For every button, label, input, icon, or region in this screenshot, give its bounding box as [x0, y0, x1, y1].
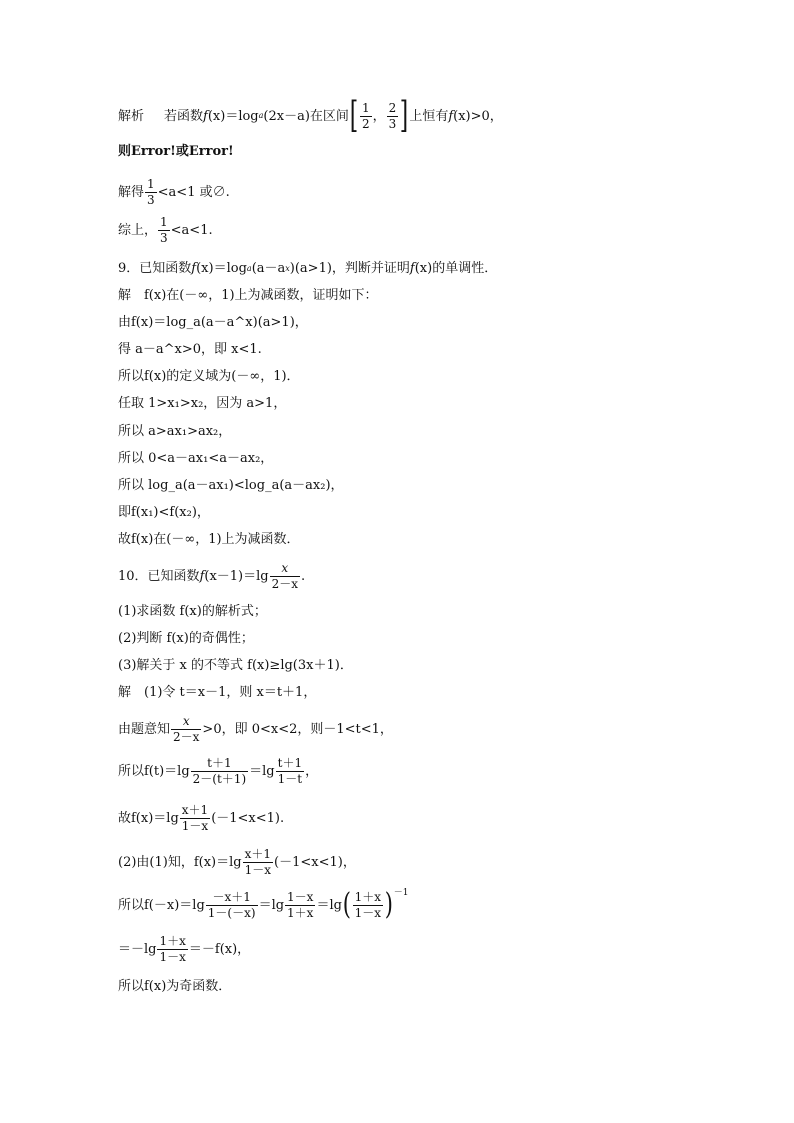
text: <a<1 或∅. [157, 184, 230, 200]
question-10-part: (3)解关于 x 的不等式 f(x)≥lg(3x＋1)． [118, 658, 353, 673]
denominator: 1－x [159, 949, 186, 964]
numerator: 2 [388, 101, 397, 116]
text: ， [372, 108, 386, 124]
text: ＝lg [258, 897, 285, 913]
text: (2)由(1)知，f(x)＝lg [118, 854, 242, 870]
func-symbol: f [409, 261, 415, 276]
text: >0，即 0<x<2，则－1<t<1， [202, 721, 393, 737]
question-number: 10． [118, 568, 148, 584]
text: )(a>1)，判断并证明 [289, 261, 410, 276]
solution-10-line [118, 757, 318, 785]
numerator: x＋1 [181, 803, 209, 817]
numerator: －x＋1 [212, 890, 251, 904]
text: ＝－f(x)， [188, 941, 251, 957]
solution-10-line [118, 935, 250, 963]
numerator: 1＋x [354, 890, 382, 904]
solution-9-line: 所以f(x)的定义域为(－∞，1)． [118, 369, 300, 384]
text: <a<1. [170, 222, 213, 238]
denominator: 2－x [271, 576, 299, 591]
text: ＝lg [316, 897, 342, 913]
text: (x)>0， [453, 108, 503, 124]
solution-9-line: 得 a－a^x>0，即 x<1. [118, 342, 262, 357]
solution-10-line: 解 (1)令 t＝x－1，则 x＝t＋1， [118, 685, 317, 700]
denominator: 3 [147, 192, 155, 207]
fraction [387, 102, 399, 130]
text: (－1<x<1). [211, 810, 285, 826]
solution-9-line: 所以 0<a－ax₁<a－ax₂， [118, 451, 274, 466]
text: 已知函数 [139, 261, 192, 276]
question-10 [118, 562, 305, 590]
text: (x)＝log [196, 261, 247, 276]
denominator: 2 [361, 116, 370, 131]
text: (x)的单调性． [414, 261, 498, 276]
analysis-line-4 [118, 216, 213, 244]
text: 上恒有 [409, 108, 449, 124]
text: (2x－a)在区间 [263, 108, 349, 124]
text: 由题意知 [118, 721, 171, 737]
numerator: x [182, 714, 190, 728]
solution-9-line: 所以 log_a(a－ax₁)<log_a(a－ax₂)， [118, 478, 344, 493]
text: 所以f(－x)＝lg [118, 897, 205, 913]
solution-9-line: 解 f(x)在(－∞，1)上为减函数，证明如下： [118, 288, 378, 303]
numerator: 1 [147, 177, 155, 191]
denominator: 3 [160, 230, 168, 245]
denominator: 1－(－x) [207, 905, 256, 920]
solution-10-line [118, 848, 356, 876]
fraction [191, 757, 248, 785]
numerator: t＋1 [277, 756, 303, 770]
analysis-line-2: 则Error!或Error! [118, 144, 234, 159]
numerator: 1 [160, 215, 168, 229]
solution-10-line: 所以f(－x)＝lg $\frac{-x+1}{1-(-x)}$ ＝lg $\frac{1-x}{1+x}$ ＝lg ( $\frac{1+x}{1-x}$ ) $^{-1}$ [118, 887, 409, 923]
fraction [285, 891, 315, 919]
func-symbol: f [191, 261, 197, 276]
fraction [353, 891, 383, 919]
solution-10-line [118, 715, 393, 743]
fraction [158, 216, 170, 244]
numerator: 1＋x [159, 934, 186, 948]
analysis-line-3 [118, 178, 230, 206]
numerator: x＋1 [244, 847, 272, 861]
solution-10-line [118, 804, 284, 832]
solution-9-line: 所以 a>ax₁>ax₂， [118, 424, 232, 439]
analysis-label: 解析 [118, 108, 145, 124]
func-symbol: f [203, 108, 208, 124]
right-paren: ) [384, 887, 394, 923]
question-9: 9． 已知函数 f (x)＝log a (a－a x )(a>1)，判断并证明 f (x)的单调性． [118, 261, 498, 276]
fraction [145, 178, 157, 206]
text: (－1<x<1)， [274, 854, 356, 870]
analysis-line-1: 解析 若函数 f (x)＝log a (2x－a)在区间 [ $\frac{1}{2}$ ， $\frac{2}{3}$ ] 上恒有 f (x)>0， [118, 95, 503, 136]
text: 解得 [118, 184, 145, 200]
text: (a－a [251, 261, 286, 276]
fraction [360, 102, 372, 130]
fraction [276, 757, 304, 785]
question-10-part: (1)求函数 f(x)的解析式； [118, 604, 267, 619]
text: ＝lg [249, 763, 275, 779]
denominator: 1－t [277, 771, 303, 786]
denominator: 2－x [173, 729, 200, 744]
text: 综上， [118, 222, 158, 238]
text: 故f(x)＝lg [118, 810, 179, 826]
fraction [171, 715, 201, 743]
question-number: 9． [118, 261, 140, 276]
numerator: x [281, 561, 289, 575]
text: (x－1)＝lg [204, 568, 269, 584]
solution-9-line: 由f(x)＝log_a(a－a^x)(a>1)， [118, 315, 308, 330]
fraction [157, 935, 187, 963]
right-bracket: ] [400, 95, 409, 136]
fraction [243, 848, 273, 876]
denominator: 1－x [181, 818, 209, 833]
func-symbol: f [448, 108, 454, 124]
text: 若函数 [164, 108, 204, 124]
solution-9-line: 即f(x₁)<f(x₂)， [118, 505, 210, 520]
solution-10-line: 所以f(x)为奇函数． [118, 979, 232, 994]
solution-9-line: 任取 1>x₁>x₂，因为 a>1， [118, 396, 287, 411]
text: 已知函数 [147, 568, 200, 584]
denominator: 3 [388, 116, 397, 131]
solution-9-line: 故f(x)在(－∞，1)上为减函数． [118, 532, 300, 547]
fraction [206, 891, 258, 919]
text: ， [305, 763, 319, 779]
text: ＝－lg [118, 941, 157, 957]
left-paren: ( [342, 887, 351, 923]
text: 所以f(t)＝lg [118, 763, 190, 779]
text: (x)＝log [207, 108, 259, 124]
fraction [270, 562, 300, 590]
denominator: 1－x [354, 905, 382, 920]
text: . [301, 568, 306, 584]
denominator: 2－(t＋1) [192, 771, 247, 786]
left-bracket: [ [349, 95, 359, 136]
denominator: 1＋x [287, 905, 314, 920]
denominator: 1－x [244, 862, 272, 877]
numerator: t＋1 [207, 756, 232, 770]
question-10-part: (2)判断 f(x)的奇偶性； [118, 631, 254, 646]
numerator: 1 [361, 101, 370, 116]
numerator: 1－x [287, 890, 314, 904]
func-symbol: f [199, 568, 205, 584]
fraction [180, 804, 210, 832]
